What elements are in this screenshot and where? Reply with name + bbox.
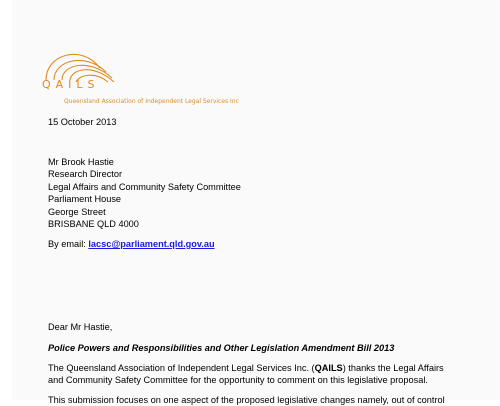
letter-date: 15 October 2013 bbox=[48, 117, 117, 127]
recipient-address bbox=[48, 156, 241, 230]
email-line bbox=[48, 238, 215, 250]
recipient-city: BRISBANE QLD 4000 bbox=[48, 218, 139, 229]
email-link[interactable]: lacsc@parliament.qld.gov.au bbox=[88, 239, 215, 249]
paragraph-1 bbox=[48, 362, 444, 387]
email-label: By email: bbox=[48, 239, 89, 249]
recipient-building: Parliament House bbox=[48, 194, 122, 205]
salutation: Dear Mr Hastie, bbox=[48, 322, 113, 332]
recipient-committee: Legal Affairs and Community Safety Committee bbox=[48, 181, 241, 192]
recipient-street: George Street bbox=[48, 206, 106, 217]
para1-acronym: QAILS bbox=[314, 363, 343, 373]
recipient-title: Research Director bbox=[48, 169, 123, 180]
logo-acronym: QAILS bbox=[42, 78, 100, 91]
paragraph-1-line-1 bbox=[48, 362, 444, 374]
recipient-name: Mr Brook Hastie bbox=[48, 157, 114, 167]
paragraph-1-line-2: and Community Safety Committee for the opportunity to comment on this legislative proposal. bbox=[48, 375, 428, 386]
qails-logo bbox=[42, 42, 282, 106]
para1-text-post: ) thanks the Legal Affairs bbox=[342, 363, 444, 373]
letter-subject: Police Powers and Responsibilities and Other Legislation Amendment Bill 2013 bbox=[48, 343, 395, 353]
para1-text-pre: The Queensland Association of Independent Legal Services Inc. ( bbox=[48, 363, 315, 373]
logo-organisation-name: Queensland Association of Independent Legal Services Inc bbox=[64, 97, 239, 105]
paragraph-2-partial: This submission focuses on one aspect of the proposed legislative changes namely, out of control bbox=[48, 395, 445, 405]
